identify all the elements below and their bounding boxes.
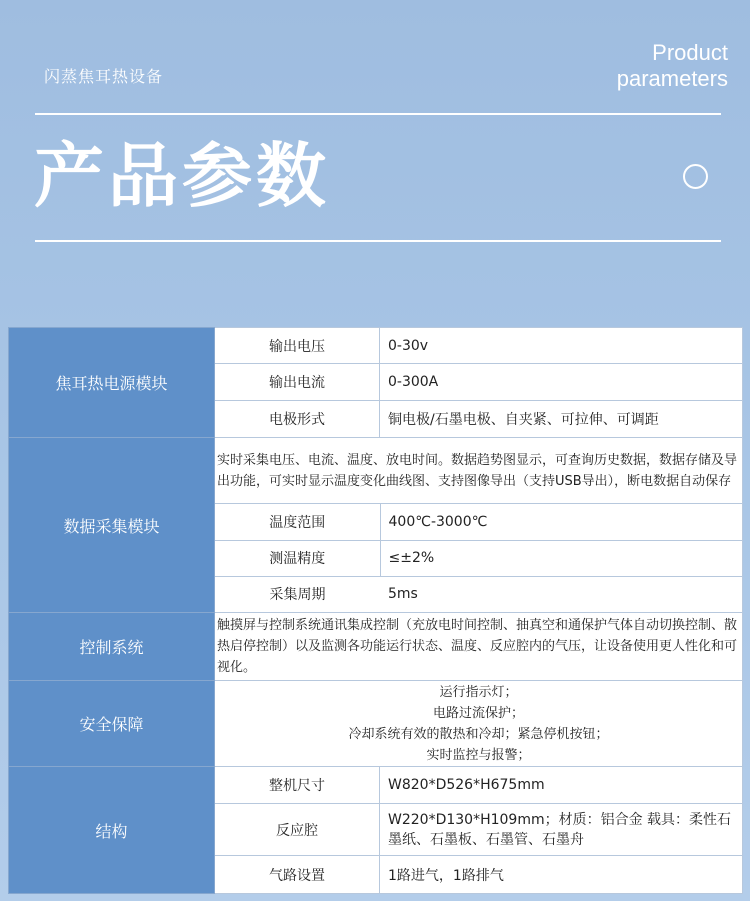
top-divider	[35, 113, 721, 115]
row-value: 0-300A	[380, 364, 743, 401]
table-row	[9, 613, 743, 681]
row-value: 5ms	[380, 576, 742, 612]
safety-line: 运行指示灯；	[439, 684, 518, 700]
spec-table	[8, 327, 743, 894]
row-label: 整机尺寸	[215, 767, 380, 804]
row-value: 1路进气，1路排气	[380, 856, 743, 894]
row-label: 输出电流	[215, 364, 380, 401]
english-title	[617, 40, 728, 92]
category-safety: 安全保障	[9, 681, 215, 767]
table-row	[215, 576, 742, 612]
row-label: 采集周期	[215, 576, 380, 612]
table-row	[9, 438, 743, 504]
data-description: 实时采集电压、电流、温度、放电时间。数据趋势图显示，可查询历史数据，数据存储及导出功能，可实时显示温度变化曲线图、支持图像导出（支持USB导出），断电数据自动保存	[215, 438, 743, 504]
row-value: W220*D130*H109mm；材质：铝合金 载具：柔性石墨纸、石墨板、石墨管、石墨舟	[380, 804, 743, 856]
safety-list	[215, 681, 743, 767]
category-power: 焦耳热电源模块	[9, 328, 215, 438]
safety-line: 实时监控与报警；	[426, 747, 531, 763]
row-value: 铜电极/石墨电极、自夹紧、可拉伸、可调距	[380, 401, 743, 438]
brand-name: 闪蒸焦耳热设备	[44, 67, 164, 86]
row-label: 温度范围	[215, 504, 380, 540]
row-label: 气路设置	[215, 856, 380, 894]
row-label: 输出电压	[215, 328, 380, 364]
row-value: 400℃-3000℃	[380, 504, 742, 540]
safety-line: 冷却系统有效的散热和冷却；紧急停机按钮；	[348, 726, 609, 742]
page-title: 产品参数	[34, 135, 330, 217]
table-row	[9, 328, 743, 364]
table-row	[215, 540, 742, 576]
control-description: 触摸屏与控制系统通讯集成控制（充放电时间控制、抽真空和通保护气体自动切换控制、散热启停控制）以及监测各功能运行状态、温度、反应腔内的气压，让设备使用更人性化和可视化。	[215, 613, 743, 681]
english-title-line1: Product	[652, 40, 728, 65]
row-label: 电极形式	[215, 401, 380, 438]
english-title-line2: parameters	[616, 66, 728, 91]
bottom-divider	[35, 240, 721, 242]
category-control: 控制系统	[9, 613, 215, 681]
row-value: ≤±2%	[380, 540, 742, 576]
category-structure: 结构	[9, 767, 215, 894]
row-label: 反应腔	[215, 804, 380, 856]
row-value: 0-30v	[380, 328, 743, 364]
category-data: 数据采集模块	[9, 438, 215, 613]
table-row	[215, 504, 742, 540]
row-label: 测温精度	[215, 540, 380, 576]
row-value: W820*D526*H675mm	[380, 767, 743, 804]
table-row	[9, 767, 743, 804]
table-row	[9, 681, 743, 767]
safety-line: 电路过流保护；	[432, 705, 524, 721]
circle-icon	[683, 164, 708, 189]
